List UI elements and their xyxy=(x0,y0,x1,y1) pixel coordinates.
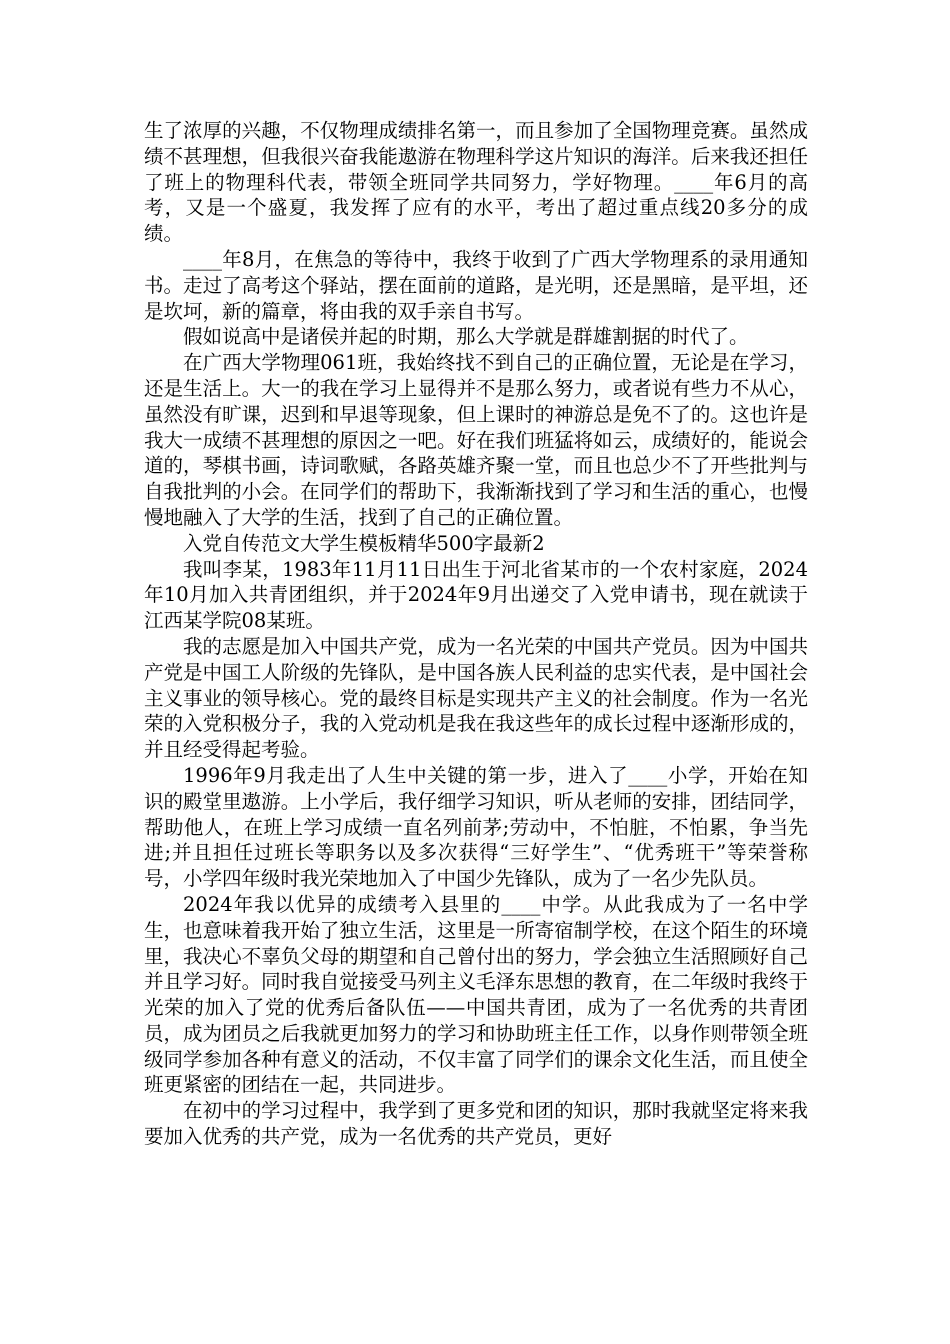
paragraph-8: 2024年我以优异的成绩考入县里的____中学。从此我成为了一名中学生，也意味着我开始了独立生活，这里是一所寄宿制学校，在这个陌生的环境里，我决心不辜负父母的期望和自己曾付出的努力，学会独立生活照顾好自己并且学习好。同时我自觉接受马列主义毛泽东思想的教育，在二年级时我终于光荣的加入了党的优秀后备队伍——中国共青团，成为了一名优秀的共青团员，成为团员之后我就更加努力的学习和协助班主任工作，以身作则带领全班级同学参加各种有意义的活动，不仅丰富了同学们的课余文化生活，而且使全班更紧密的团结在一起，共同进步。 xyxy=(144,892,808,1097)
paragraph-4: 在广西大学物理061班，我始终找不到自己的正确位置，无论是在学习，还是生活上。大一的我在学习上显得并不是那么努力，或者说有些力不从心，虽然没有旷课，迟到和早退等现象，但上课时的神游总是免不了的。这也许是我大一成绩不甚理想的原因之一吧。好在我们班猛将如云，成绩好的，能说会道的，琴棋书画，诗词歌赋，各路英雄齐聚一堂，而且也总少不了开些批判与自我批判的小会。在同学们的帮助下，我渐渐找到了学习和生活的重心，也慢慢地融入了大学的生活，找到了自己的正确位置。 xyxy=(144,351,808,529)
paragraph-7: 1996年9月我走出了人生中关键的第一步，进入了____小学，开始在知识的殿堂里遨游。上小学后，我仔细学习知识，听从老师的安排，团结同学，帮助他人，在班上学习成绩一直名列前茅;劳动中，不怕脏，不怕累，争当先进;并且担任过班长等职务以及多次获得“三好学生”、“优秀班干”等荣誉称号，小学四年级时我光荣地加入了中国少先锋队，成为了一名少先队员。 xyxy=(144,763,808,891)
paragraph-1: 生了浓厚的兴趣，不仅物理成绩排名第一，而且参加了全国物理竞赛。虽然成绩不甚理想，但我很兴奋我能遨游在物理科学这片知识的海洋。后来我还担任了班上的物理科代表，带领全班同学共同努力，学好物理。____年6月的高考，又是一个盛夏，我发挥了应有的水平，考出了超过重点线20多分的成绩。 xyxy=(144,119,808,246)
paragraph-6: 我的志愿是加入中国共产党，成为一名光荣的中国共产党员。因为中国共产党是中国工人阶级的先锋队，是中国各族人民利益的忠实代表，是中国社会主义事业的领导核心。党的最终目标是实现共产主义的社会制度。作为一名光荣的入党积极分子，我的入党动机是我在我这些年的成长过程中逐渐形成的，并且经受得起考验。 xyxy=(144,634,808,762)
paragraph-9: 在初中的学习过程中，我学到了更多党和团的知识，那时我就坚定将来我要加入优秀的共产党，成为一名优秀的共产党员，更好 xyxy=(144,1099,808,1149)
paragraph-2: ____年8月，在焦急的等待中，我终于收到了广西大学物理系的录用通知书。走过了高考这个驿站，摆在面前的道路，是光明，还是黑暗，是平坦，还是坎坷，新的篇章，将由我的双手亲自书写。 xyxy=(144,247,808,323)
paragraph-3: 假如说高中是诸侯并起的时期，那么大学就是群雄割据的时代了。 xyxy=(183,325,749,349)
document-body xyxy=(144,118,808,1150)
paragraph-5: 我叫李某，1983年11月11日出生于河北省某市的一个农村家庭，2024年10月加入共青团组织，并于2024年9月出递交了入党申请书，现在就读于江西某学院08某班。 xyxy=(144,557,808,633)
section-heading: 入党自传范文大学生模板精华500字最新2 xyxy=(183,531,545,555)
